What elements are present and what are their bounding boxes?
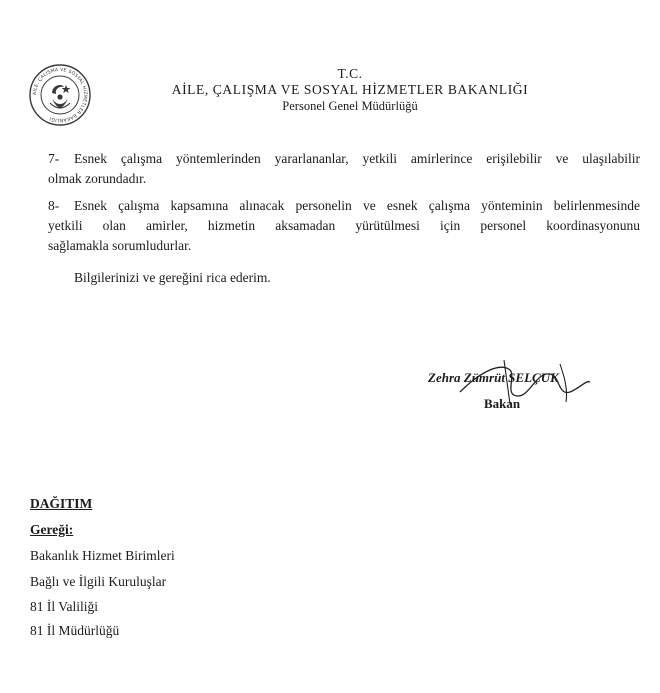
distribution-recipient: 81 İl Valiliği xyxy=(30,599,99,614)
closing-sentence: Bilgilerinizi ve gereğini rica ederim. xyxy=(74,270,271,285)
item-text-rest: sağlamakla sorumludurlar. xyxy=(48,238,192,253)
distribution-recipient: 81 İl Müdürlüğü xyxy=(30,623,120,638)
item-text-line1: Esnek çalışma yöntemlerinden yararlananlar, yetkili amirlerince erişilebilir ve ulaşılabilir xyxy=(74,151,640,166)
distribution-subheading: Gereği: xyxy=(30,522,74,537)
seal-text: AİLE, ÇALIŞMA VE SOSYAL HİZMETLER BAKANLIĞI xyxy=(32,67,88,123)
header-ministry: AİLE, ÇALIŞMA VE SOSYAL HİZMETLER BAKANLIĞI xyxy=(171,82,529,97)
distribution-recipient: Bakanlık Hizmet Birimleri xyxy=(30,548,175,563)
item-number: 8- xyxy=(48,198,60,213)
signatory-title: Bakan xyxy=(484,396,521,411)
distribution-recipient: Bağlı ve İlgili Kuruluşlar xyxy=(30,574,167,589)
header-tc: T.C. xyxy=(337,66,363,81)
signatory-name: Zehra Zümrüt SELÇUK xyxy=(428,370,559,385)
item-text-line1: Esnek çalışma kapsamına alınacak personelin ve esnek çalışma yönteminin belirlenmesinde xyxy=(74,198,640,213)
item-text-line2: yetkili olan amirler, hizmetin aksamadan yürütülmesi için personel koordinasyonunu xyxy=(48,218,640,233)
ministry-seal-icon xyxy=(28,63,92,127)
item-text-rest: olmak zorundadır. xyxy=(48,171,147,186)
header-department: Personel Genel Müdürlüğü xyxy=(282,99,418,113)
letterhead xyxy=(150,66,550,114)
distribution-heading: DAĞITIM xyxy=(30,496,93,511)
item-number: 7- xyxy=(48,151,60,166)
